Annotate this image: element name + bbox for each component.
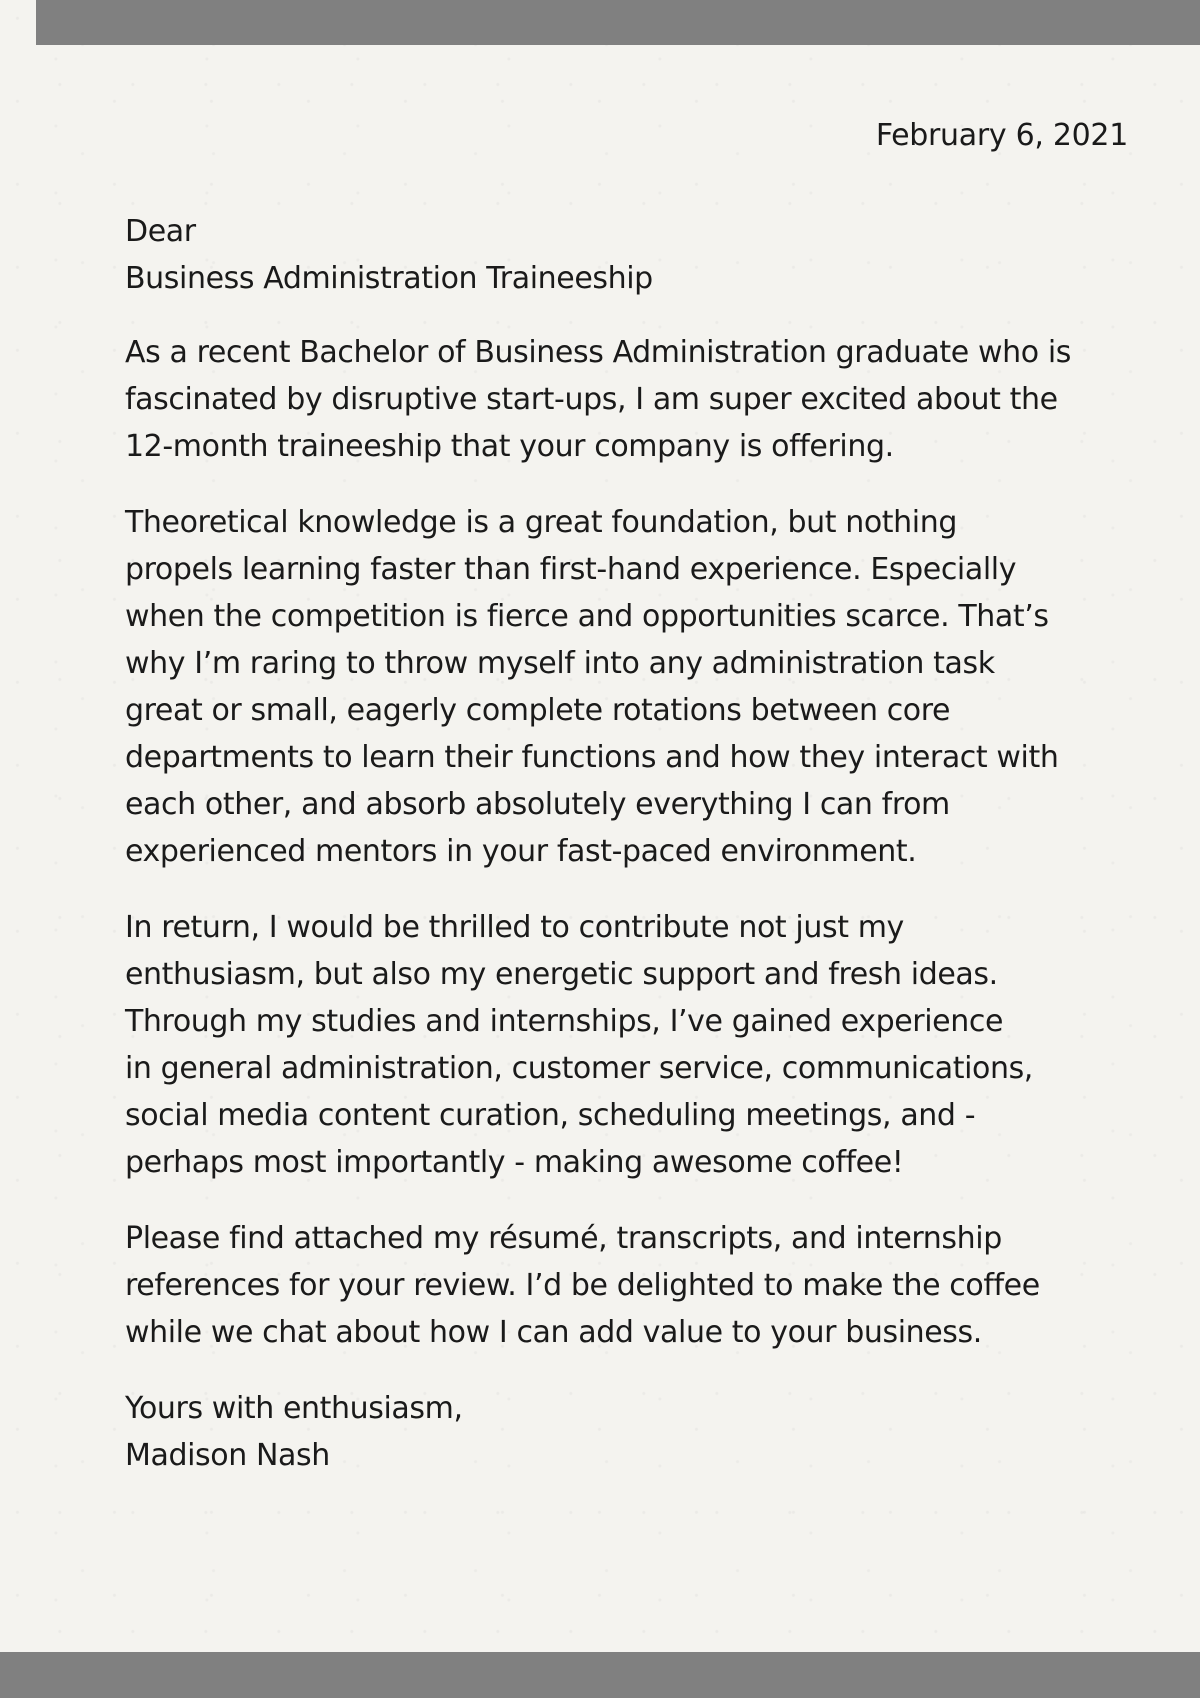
letter-date: February 6, 2021: [875, 118, 1128, 153]
top-bar: [36, 0, 1200, 45]
paragraph-attachments: Please find attached my résumé, transcripts, and internship references for your review. I’d be delighted to make the coffee while we chat about how I can add value to your business.: [125, 1221, 1040, 1350]
paragraph-experience: Theoretical knowledge is a great foundation, but nothing propels learning faster than first-hand experience. Especially when the competition is fierce and opportunities scarce. That’s why I’m raring to throw myself into any administration task great or small, eagerly complete rotations between core departments to learn their functions and how they interact with each other, and absorb absolutely everything I can from experienced mentors in your fast-paced environment.: [125, 505, 1059, 869]
salutation: Dear Business Administration Traineeship: [125, 214, 653, 296]
bottom-bar: [0, 1652, 1200, 1698]
letter-body: [125, 208, 1115, 1479]
paragraph-contribution: In return, I would be thrilled to contribute not just my enthusiasm, but also my energetic support and fresh ideas. Through my studies and internships, I’ve gained experience in general administration, customer service, communications, social media content curation, scheduling meetings, and - perhaps most importantly - making awesome coffee!: [125, 910, 1033, 1180]
paragraph-intro: As a recent Bachelor of Business Administration graduate who is fascinated by disruptive start-ups, I am super excited about the 12-month traineeship that your company is offering.: [125, 335, 1071, 464]
closing-signature: Yours with enthusiasm, Madison Nash: [125, 1391, 463, 1473]
